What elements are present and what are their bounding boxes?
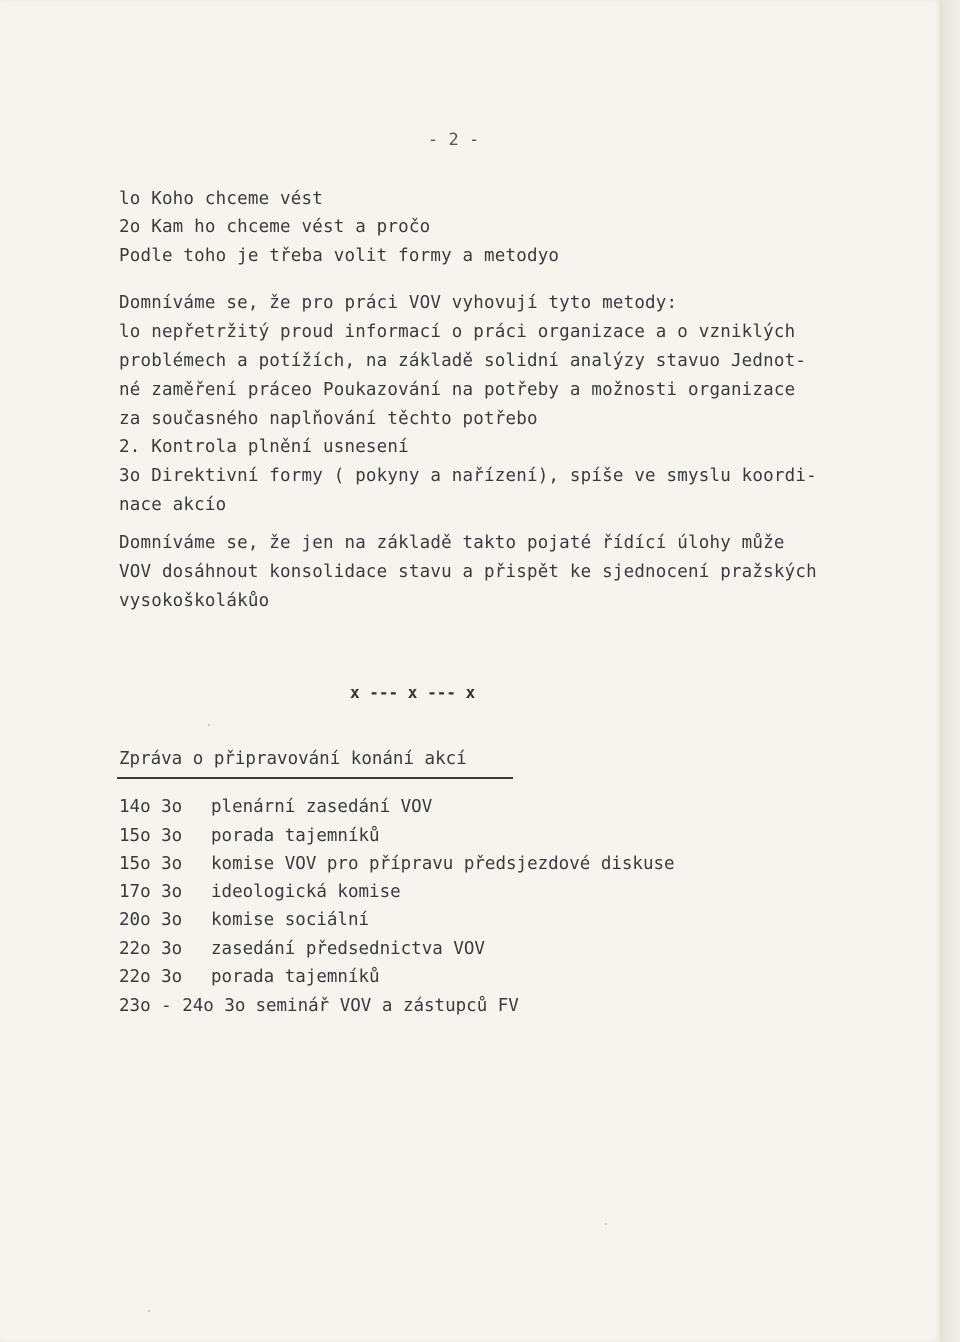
- page-number: - 2 -: [428, 130, 480, 150]
- conclusion-line: VOV dosáhnout konsolidace stavu a přispět ke sjednocení pražských: [119, 562, 817, 582]
- intro-line: 2o Kam ho chceme vést a pročo: [119, 217, 431, 237]
- page-edge: [940, 0, 960, 1342]
- paper-speck: [148, 1310, 150, 1312]
- event-text: komise sociální: [211, 910, 370, 930]
- methods-line: za současného naplňování těchto potřebo: [119, 409, 538, 429]
- event-text: komise VOV pro přípravu předsjezdové diskuse: [211, 854, 675, 874]
- event-row: [119, 966, 380, 988]
- event-text: porada tajemníků: [211, 826, 380, 846]
- methods-line: né zaměření práceo Poukazování na potřeby a možnosti organizace: [119, 380, 796, 400]
- event-text: porada tajemníků: [211, 967, 380, 987]
- intro-line: lo Koho chceme vést: [119, 189, 323, 209]
- event-date: 17o 3o: [119, 882, 183, 902]
- paper-speck: [605, 1223, 607, 1225]
- event-date: 20o 3o: [119, 910, 183, 930]
- methods-line: nace akcío: [119, 495, 227, 515]
- event-text: ideologická komise: [211, 882, 401, 902]
- event-row: [119, 995, 519, 1017]
- paper-speck: [208, 724, 210, 726]
- event-row: [119, 853, 675, 875]
- heading-underline: [117, 777, 513, 779]
- methods-line: 3o Direktivní formy ( pokyny a nařízení), spíše ve smyslu koordi-: [119, 466, 817, 486]
- event-date: 15o 3o: [119, 826, 183, 846]
- conclusion-line: vysokoškolákůo: [119, 591, 270, 611]
- methods-line: 2. Kontrola plnění usnesení: [119, 437, 409, 457]
- event-row: [119, 825, 380, 847]
- conclusion-line: Domníváme se, že jen na základě takto pojaté řídící úlohy může: [119, 533, 785, 553]
- intro-line: Podle toho je třeba volit formy a metodyo: [119, 246, 560, 266]
- event-text: zasedání předsednictva VOV: [211, 939, 485, 959]
- event-date: 22o 3o: [119, 967, 183, 987]
- event-text: seminář VOV a zástupců FV: [255, 996, 519, 1016]
- event-row: [119, 938, 485, 960]
- event-row: [119, 796, 432, 818]
- section-separator: x --- x --- x: [350, 683, 476, 702]
- event-date: 14o 3o: [119, 797, 183, 817]
- report-heading: Zpráva o připravování konání akcí: [119, 749, 467, 769]
- methods-line: lo nepřetržitý proud informací o práci organizace a o vzniklých: [119, 322, 796, 342]
- event-text: plenární zasedání VOV: [211, 797, 433, 817]
- event-row: [119, 909, 369, 931]
- event-date: 15o 3o: [119, 854, 183, 874]
- methods-line: problémech a potížích, na základě solidní analýzy stavuo Jednot-: [119, 351, 807, 371]
- event-date: 23o - 24o 3o: [119, 996, 246, 1016]
- methods-line: Domníváme se, že pro práci VOV vyhovují tyto metody:: [119, 293, 678, 313]
- event-row: [119, 881, 401, 903]
- event-date: 22o 3o: [119, 939, 183, 959]
